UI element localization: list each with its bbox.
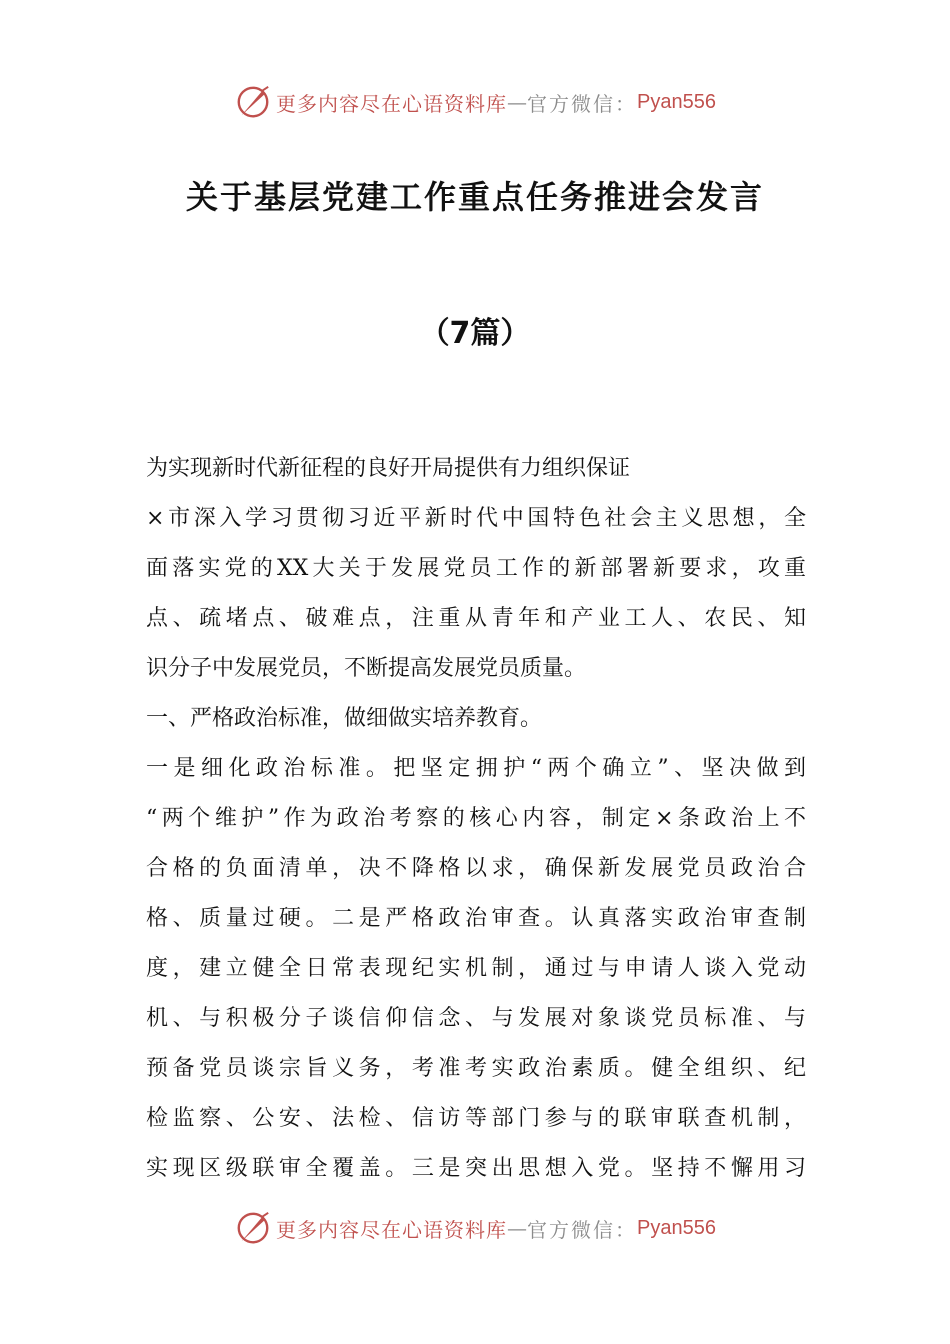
text-line: 度，建立健全日常表现纪实机制，通过与申请人谈入党动: [146, 956, 806, 981]
header-watermark: [0, 82, 950, 122]
watermark-wechat-id: Pyan556: [637, 90, 716, 113]
quill-logo-icon: [234, 83, 272, 121]
watermark-wechat-label: 官方微信：: [527, 91, 638, 116]
document-subtitle: （7篇）: [419, 316, 531, 351]
text-line: 预备党员谈宗旨义务，考准考实政治素质。健全组织、纪: [146, 1056, 806, 1081]
text-line: 机、与积极分子谈信仰信念、与发展对象谈党员标准、与: [146, 1006, 806, 1031]
text-line: 识分子中发展党员，不断提高发展党员质量。: [146, 656, 587, 681]
text-line: 面落实党的XX大关于发展党员工作的新部署新要求，攻重: [146, 556, 806, 581]
text-line: 一是细化政治标准。把坚定拥护“两个确立”、坚决做到: [146, 756, 806, 781]
text-line: “两个维护”作为政治考察的核心内容，制定×条政治上不: [146, 806, 806, 831]
watermark-wechat-id: Pyan556: [637, 1216, 716, 1239]
text-line: ×市深入学习贯彻习近平新时代中国特色社会主义思想，全: [146, 506, 806, 531]
document-title: 关于基层党建工作重点任务推进会发言: [185, 178, 764, 216]
watermark-text: 更多内容尽在心语资料库: [276, 1217, 508, 1242]
watermark-separator: —: [507, 90, 528, 114]
watermark-wechat-label: 官方微信：: [527, 1217, 638, 1242]
document-body: [146, 444, 806, 1194]
text-line: 为实现新时代新征程的良好开局提供有力组织保证: [146, 456, 631, 481]
text-line: 合格的负面清单，决不降格以求，确保新发展党员政治合: [146, 856, 806, 881]
text-line: 点、疏堵点、破难点，注重从青年和产业工人、农民、知: [146, 606, 806, 631]
text-line: 检监察、公安、法检、信访等部门参与的联审联查机制，: [146, 1106, 806, 1131]
watermark-separator: —: [507, 1216, 528, 1240]
text-line: 格、质量过硬。二是严格政治审查。认真落实政治审查制: [146, 906, 806, 931]
quill-logo-icon: [234, 1209, 272, 1247]
watermark-text: 更多内容尽在心语资料库: [276, 91, 508, 116]
text-line: 一、严格政治标准，做细做实培养教育。: [146, 706, 543, 731]
text-line: 实现区级联审全覆盖。三是突出思想入党。坚持不懈用习: [146, 1156, 806, 1181]
footer-watermark: [0, 1208, 950, 1248]
